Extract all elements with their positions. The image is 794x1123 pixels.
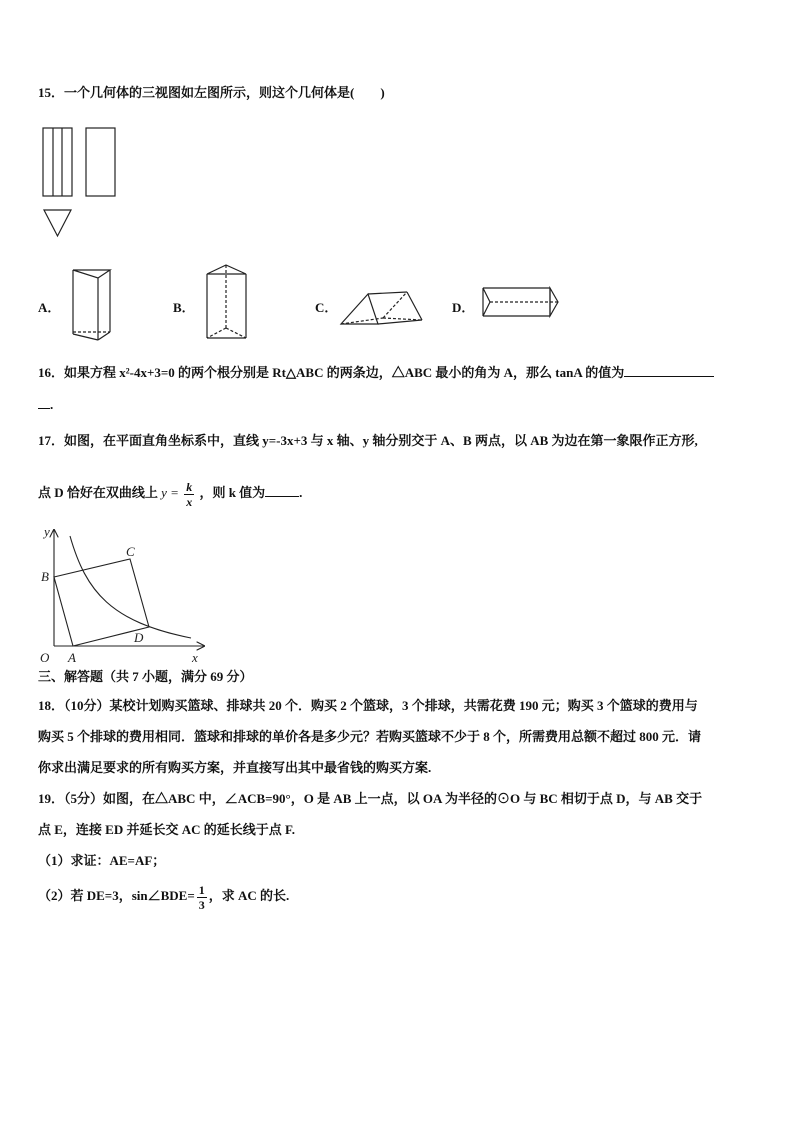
fig-label-C: C: [126, 544, 135, 559]
q19-sub2-text-a: （2）若 DE=3，sin∠BDE=: [38, 888, 195, 903]
q15-option-b-label: B．: [173, 300, 195, 315]
q19-sub1: （1）求证：AE=AF；: [38, 853, 166, 868]
q16-answer-blank-cont: [38, 396, 50, 409]
section-three-heading: 三、解答题（共 7 小题，满分 69 分）: [38, 669, 253, 684]
q19-fraction-one-third: [197, 883, 207, 912]
q18-line1: 18．（10分）某校计划购买篮球、排球共 20 个．购买 2 个篮球，3 个排球，共需花费 190 元；购买 3 个篮球的费用与: [38, 698, 698, 713]
q19-fraction-num: 1: [198, 882, 205, 897]
q16-stem: [38, 364, 714, 382]
q17-fraction-k-x: [184, 480, 194, 509]
q18-line2: 购买 5 个排球的费用相同．篮球和排球的单价各是多少元？若购买篮球不少于 8 个，所需费用总额不超过 800 元．请: [38, 729, 702, 744]
q19-line2: 点 E，连接 ED 并延长交 AC 的延长线于点 F.: [38, 822, 296, 837]
q19-fraction-den: 3: [198, 897, 205, 912]
q18-line3: 你求出满足要求的所有购买方案，并直接写出其中最省钱的购买方案.: [38, 760, 432, 775]
q15-option-a-label: A．: [38, 300, 61, 315]
fig-label-A: A: [68, 650, 76, 665]
q17-text-b: ，则 k 值为: [199, 485, 266, 500]
fig-label-y: y: [44, 524, 50, 539]
q17-text-a: 点 D 恰好在双曲线上: [38, 485, 158, 500]
fig-label-D: D: [134, 630, 144, 645]
q17-fraction-den: x: [186, 494, 193, 509]
fig-label-O: O: [40, 650, 50, 665]
q16-answer-blank: [624, 364, 714, 377]
q17-answer-blank: [265, 484, 299, 497]
fig-label-x: x: [192, 650, 198, 665]
coordinate-figure: [36, 522, 211, 667]
fig-label-B: B: [41, 569, 49, 584]
q16-period: .: [50, 397, 54, 412]
q17-y-eq: y =: [161, 485, 179, 500]
q15-option-d-label: D．: [452, 300, 475, 315]
q19-sub2: [38, 880, 289, 912]
three-view-figure: [38, 124, 138, 254]
q19-sub2-text-b: ，求 AC 的长.: [208, 888, 290, 903]
q17-line2: [38, 478, 302, 509]
q17-period: .: [299, 485, 303, 500]
prism-option-c-icon: [338, 288, 428, 328]
q17-line1: 17．如图，在平面直角坐标系中，直线 y=-3x+3 与 x 轴、y 轴分别交于 A、B 两点，以 AB 为边在第一象限作正方形,: [38, 433, 698, 448]
q15-option-c-label: C．: [315, 300, 338, 315]
prism-option-a-icon: [68, 264, 118, 344]
q16-text: 16．如果方程 x²-4x+3=0 的两个根分别是 Rt△ABC 的两条边，△ABC 最小的角为 A，那么 tanA 的值为: [38, 365, 625, 380]
prism-option-b-icon: [202, 262, 252, 342]
prism-option-d-icon: [478, 286, 568, 322]
q19-line1: 19．（5分）如图，在△ABC 中，∠ACB=90°，O 是 AB 上一点，以 OA 为半径的⊙O 与 BC 相切于点 D，与 AB 交于: [38, 791, 703, 806]
q17-fraction-num: k: [186, 479, 193, 494]
q15-stem: 15．一个几何体的三视图如左图所示，则这个几何体是( ): [38, 85, 385, 100]
q16-tail: [38, 396, 53, 414]
